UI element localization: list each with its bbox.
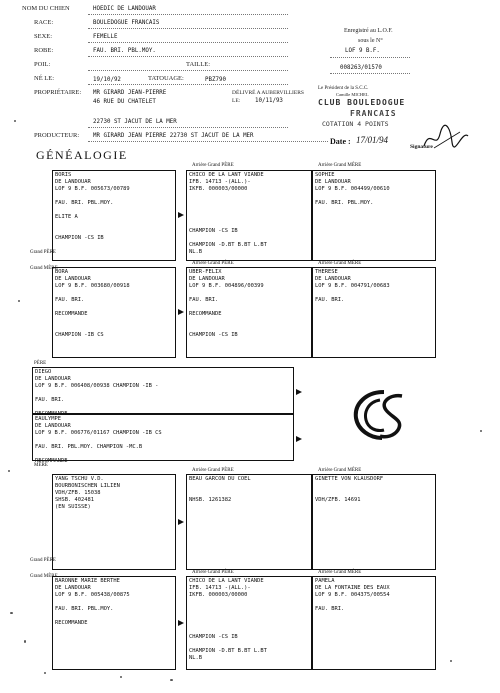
- signature-name: Camille MICHEL: [336, 92, 369, 97]
- ancestor-line: THERESE: [315, 269, 338, 275]
- ancestor-line: RECOMMANDE: [35, 458, 68, 464]
- stamp-date-value: 17/01/94: [356, 135, 389, 145]
- taille-label: TAILLE:: [186, 61, 211, 68]
- pere-label: PÈRE: [34, 361, 47, 366]
- top-grand-mere-label: Grand MÈRE: [30, 266, 58, 271]
- tatouage-label: TATOUAGE:: [148, 75, 184, 82]
- ancestor-line: RECOMMANDE: [35, 411, 68, 417]
- bottom-ggm-header: Arrière Grand MÈRE: [318, 468, 362, 473]
- scan-speck: [120, 676, 122, 678]
- race-dotted-line: [88, 28, 288, 29]
- producteur-dotted-line: [88, 141, 328, 142]
- mere-gm-arrow-icon: [178, 620, 184, 626]
- signature-label: Signature: [410, 144, 433, 150]
- ancestor-line: GINETTE VON KLAUSDORF: [315, 476, 384, 482]
- ancestor-line: NL.B: [189, 655, 202, 661]
- ancestor-line: IFB. 14713 -(ALL.)-: [189, 585, 251, 591]
- ancestor-line: DE LANDOUAR: [55, 276, 91, 282]
- ancestor-line: RECOMMANDE: [189, 311, 222, 317]
- race-value: BOULEDOGUE FRANCAIS: [93, 20, 160, 26]
- sexe-value: FEMELLE: [93, 34, 118, 40]
- mere-label: MÈRE: [34, 463, 48, 468]
- ancestor-line: SOPHIE: [315, 172, 335, 178]
- ancestor-line: (EN SUISSE): [55, 504, 91, 510]
- ancestor-line: EAULYMPE: [35, 416, 61, 422]
- ancestor-line: NHSB. 1261382: [189, 497, 232, 503]
- poil-label: POIL:: [34, 61, 51, 68]
- nom-du-chien-value: HOEDIC DE LANDOUAR: [93, 6, 156, 12]
- sexe-dotted-line: [88, 42, 288, 43]
- ancestor-line: DE LA FONTAINE DES EAUX: [315, 585, 390, 591]
- ancestor-line: BORA: [55, 269, 68, 275]
- mere-arrow-icon: [296, 436, 302, 442]
- ancestor-line: RECOMMANDE: [55, 311, 88, 317]
- ancestor-line: FAU. BRI. PBL.MOY.: [315, 200, 374, 206]
- lof-dotted-line: [330, 57, 410, 58]
- nom-dotted-line: [88, 14, 288, 15]
- ancestor-line: CHAMPION -CS IB: [189, 332, 238, 338]
- genealogie-title: GÉNÉALOGIE: [36, 148, 128, 162]
- robe-value: FAU. BRI. PBL.MOY.: [93, 48, 156, 54]
- scan-speck: [18, 300, 20, 302]
- pere-gm-arrow-icon: [178, 309, 184, 315]
- ancestor-line: LOF 9 B.F. 004791/00683: [315, 283, 390, 289]
- pere-gp-arrow-icon: [178, 212, 184, 218]
- proprietaire-line2: 46 RUE DU CHATELET: [93, 99, 156, 105]
- ancestor-line: LOF 9 B.F. 006408/00938 CHAMPION -IB -: [35, 383, 159, 389]
- top-ggp-header: Arrière Grand PÈRE: [192, 163, 234, 168]
- top-ggm-header: Arrière Grand MÈRE: [318, 163, 362, 168]
- ancestor-line: FAU. BRI. PBL.MOY. CHAMPION -MC.B: [35, 444, 143, 450]
- president-line: Le Président de la S.C.C.: [318, 86, 369, 91]
- ancestor-line: DE LANDOUAR: [315, 179, 351, 185]
- proprietaire-line3: 22730 ST JACUT DE LA MER: [93, 119, 177, 125]
- ancestor-line: FAU. BRI. PBL.MOY.: [55, 606, 114, 612]
- sexe-label: SEXE:: [34, 33, 53, 40]
- scan-speck: [450, 660, 452, 662]
- mid-ggp-header: Arrière Grand PÈRE: [192, 261, 234, 266]
- scan-speck: [10, 612, 13, 614]
- registration-lof: LOF 9 B.F.: [345, 48, 380, 54]
- stamp-club-line: CLUB BOULEDOGUE: [318, 98, 406, 107]
- mid-ggm-header: Arrière Grand MÈRE: [318, 261, 362, 266]
- scan-speck: [170, 679, 173, 681]
- ancestor-line: LOF 9 B.F. 005438/00875: [55, 592, 130, 598]
- ancestor-line: BORIS: [55, 172, 72, 178]
- scan-speck: [14, 120, 16, 122]
- ancestor-line: SHSB. 402481: [55, 497, 94, 503]
- robe-label: ROBE:: [34, 47, 54, 54]
- scan-speck: [480, 430, 482, 432]
- ancestor-line: DE LANDOUAR: [35, 423, 71, 429]
- code-dotted-line: [330, 73, 410, 74]
- signature-scribble-icon: [420, 124, 472, 154]
- ancestor-line: RECOMMANDE: [55, 620, 88, 626]
- mere-box: [32, 414, 294, 461]
- ancestor-line: CHAMPION -CS IB: [189, 228, 238, 234]
- pere-arrow-icon: [296, 389, 302, 395]
- ancestor-line: VDH/ZFB. 14691: [315, 497, 361, 503]
- ancestor-line: YANG TSCHU V.D.: [55, 476, 104, 482]
- ne-le-label: NÉ LE:: [34, 75, 55, 82]
- ancestor-line: LOF 9 B.F. 004499/00610: [315, 186, 390, 192]
- nom-du-chien-label: NOM DU CHIEN: [22, 5, 70, 12]
- ancestor-line: UBER-FELIX: [189, 269, 222, 275]
- ancestor-line: LOF 9 B.F. 006776/01167 CHAMPION -IB CS: [35, 430, 162, 436]
- ancestor-line: FAU. BRI.: [189, 297, 219, 303]
- delivre-label: DÉLIVRÉ A AUBERVILLIERS: [232, 90, 304, 96]
- top-grand-pere-label: Grand PÈRE: [30, 250, 56, 255]
- delivery-le-label: LE:: [232, 98, 241, 104]
- producteur-label: PRODUCTEUR:: [34, 132, 80, 139]
- ancestor-line: PAMELA: [315, 578, 335, 584]
- ancestor-line: LOF 9 B.F. 005673/00789: [55, 186, 130, 192]
- bottom-grand-mere-label: Grand MÈRE: [30, 574, 58, 579]
- ancestor-line: FAU. BRI.: [315, 297, 345, 303]
- mere-gp-arrow-icon: [178, 519, 184, 525]
- ancestor-line: CHAMPION -D.BT B.BT L.BT: [189, 242, 267, 248]
- ancestor-line: BOURBONISCHEN LILIEN: [55, 483, 120, 489]
- delivery-date: 10/11/93: [255, 98, 283, 104]
- ancestor-line: DE LANDOUAR: [315, 276, 351, 282]
- ancestor-line: FAU. BRI.: [35, 397, 65, 403]
- ancestor-line: CHAMPION -CS IB: [55, 235, 104, 241]
- stamp-club-line2: FRANCAIS: [350, 109, 397, 118]
- ancestor-line: LOF 9 B.F. 004896/00399: [189, 283, 264, 289]
- bottom-grand-pere-label: Grand PÈRE: [30, 558, 56, 563]
- ancestor-line: CHAMPION -IB CS: [55, 332, 104, 338]
- race-label: RACE:: [34, 19, 54, 26]
- registration-line1: Enregistré au L.O.F.: [344, 28, 393, 34]
- stamp-cotation: COTATION 4 POINTS: [322, 120, 389, 128]
- ancestor-line: ELITE A: [55, 214, 78, 220]
- scc-logo-icon: [350, 388, 408, 442]
- ancestor-line: DE LANDOUAR: [55, 179, 91, 185]
- ancestor-line: FAU. BRI.: [55, 297, 85, 303]
- robe-dotted-line: [88, 56, 288, 57]
- mere-ggp1-box: [186, 474, 312, 570]
- ancestor-line: DE LANDOUAR: [189, 276, 225, 282]
- low-ggp-header: Arrière Grand PÈRE: [192, 570, 234, 575]
- proprietaire-dotted-line: [88, 127, 288, 128]
- ancestor-line: CHAMPION -CS IB: [189, 634, 238, 640]
- registration-code: 008263/01570: [340, 65, 382, 71]
- proprietaire-label: PROPRIÉTAIRE:: [34, 89, 82, 96]
- tatouage-value: PBZ790: [205, 77, 226, 83]
- ancestor-line: DE LANDOUAR: [55, 585, 91, 591]
- ancestor-line: IFB. 14713 -(ALL.)-: [189, 179, 251, 185]
- ancestor-line: NL.B: [189, 249, 202, 255]
- low-ggm-header: Arrière Grand MÈRE: [318, 570, 362, 575]
- scan-speck: [8, 470, 10, 472]
- scan-speck: [44, 672, 46, 674]
- scan-speck: [24, 640, 26, 643]
- ancestor-line: CHAMPION -D.BT B.BT L.BT: [189, 648, 267, 654]
- ancestor-line: FAU. BRI. PBL.MOY.: [55, 200, 114, 206]
- ancestor-line: DIEGO: [35, 369, 52, 375]
- mere-ggm1-box: [312, 474, 436, 570]
- ancestor-line: IKFB. 000003/00000: [189, 186, 248, 192]
- poil-dotted-line: [88, 70, 288, 71]
- registration-line2: sous le N°: [358, 38, 383, 44]
- ancestor-line: BEAU GARCON DU COEL: [189, 476, 251, 482]
- producteur-value: MR GIRARD JEAN PIERRE 22730 ST JACUT DE LA MER: [93, 133, 254, 139]
- ancestor-line: CHICO DE LA LANT VIANDE: [189, 578, 264, 584]
- ancestor-line: CHICO DE LA LANT VIANDE: [189, 172, 264, 178]
- pere-box: [32, 367, 294, 414]
- ancestor-line: VDH/ZFB. 15038: [55, 490, 101, 496]
- ancestor-line: LOF 9 B.F. 004375/00554: [315, 592, 390, 598]
- ancestor-line: IKFB. 000003/00000: [189, 592, 248, 598]
- ne-le-value: 19/10/92: [93, 77, 121, 83]
- ancestor-line: DE LANDOUAR: [35, 376, 71, 382]
- proprietaire-line1: MR GIRARD JEAN-PIERRE: [93, 90, 167, 96]
- ancestor-line: LOF 9 B.F. 003680/00918: [55, 283, 130, 289]
- bottom-ggp-header: Arrière Grand PÈRE: [192, 468, 234, 473]
- ne-dotted-line: [88, 84, 288, 85]
- ancestor-line: FAU. BRI.: [315, 606, 345, 612]
- stamp-date-label: Date :: [330, 137, 351, 146]
- ancestor-line: BARONNE MARIE BERTHE: [55, 578, 120, 584]
